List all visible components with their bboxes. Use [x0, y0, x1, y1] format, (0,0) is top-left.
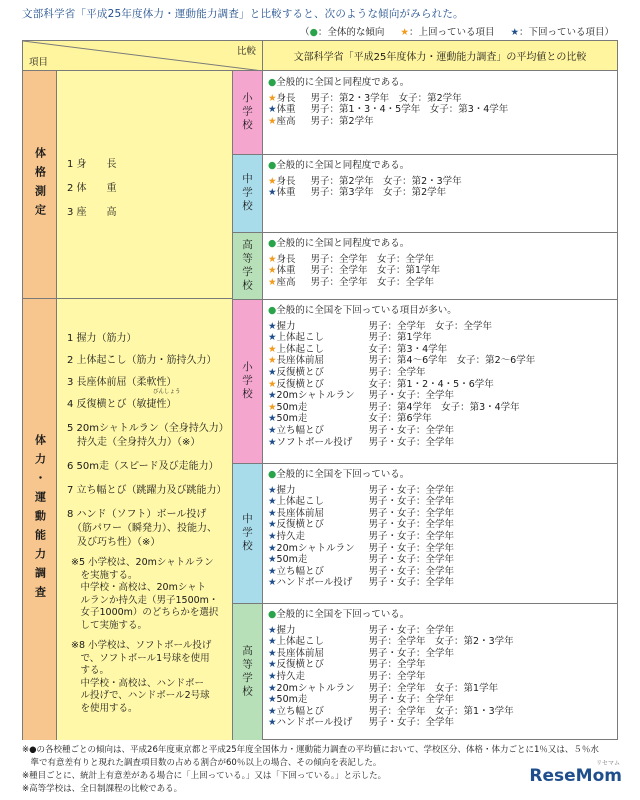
orange-star-icon: ★: [268, 175, 277, 187]
footnote: ※高等学校は、全日制課程の比較である。: [22, 784, 183, 794]
level-high-school: 高等学校: [233, 603, 263, 740]
orange-star-icon: ★: [268, 92, 277, 104]
test-name: 20mシャトルラン: [276, 390, 355, 402]
fitness-item: 8 ハンド（ソフト）ボール投げ: [67, 509, 207, 520]
footnote: 準で有意差有りと現れた調査項目数の占める割合が60％以上の場合、その傾向を表記した。: [22, 758, 382, 768]
item-notes: ※5 小学校は、20mシャトルラン を実施する。 中学校・高校は、20mシャト ルランか持久走（男子1500m・ 女子1000m）のどちらかを選択 して実施する。 ※8 小学校は、ソフトボール投げ で、ソフトボール1号球を使用 する。 中学校・高校は、ハンドボー ル投げで、ハンドボール2号球 を使用する。: [71, 557, 219, 714]
blue-star-icon: ★: [268, 187, 277, 199]
grade-text: 男子・女子：全学年: [368, 484, 455, 496]
grade-text: 男子・女子：全学年: [368, 647, 455, 659]
level-elementary: 小学校: [233, 299, 263, 463]
blue-star-icon: ★: [268, 636, 277, 648]
blue-star-icon: ★: [268, 496, 277, 508]
orange-star-icon: ★: [268, 265, 277, 277]
test-name: 身長: [276, 253, 296, 265]
footnote: ※種目ごとに、統計上有意差がある場合に「上回っている。」又は「下回っている。」と示した。: [22, 771, 387, 781]
orange-star-icon: ★: [268, 253, 277, 265]
comparison-table: [22, 40, 618, 740]
result-row: [268, 717, 611, 729]
result-row: [268, 104, 611, 116]
result-cell: [263, 154, 617, 232]
body-items: [57, 71, 233, 299]
orange-star-icon: ★: [268, 276, 277, 288]
grade-text: 男子・女子：全学年: [368, 424, 455, 436]
grade-text: 男子：全学年: [368, 659, 426, 671]
fitness-item: 2 上体起こし（筋力・筋持久力）: [67, 355, 217, 366]
test-name: 立ち幅とび: [276, 705, 325, 717]
blue-star-icon: ★: [268, 332, 277, 344]
level-high-school: 高等学校: [233, 232, 263, 299]
test-name: 反復横とび: [276, 378, 325, 390]
test-name: 体重: [276, 265, 296, 277]
grade-text: 男子・女子：全学年: [368, 519, 455, 531]
header-comparison: 文部科学省「平成25年度体力・運動能力調査」の平均値との比較: [263, 41, 617, 71]
test-name: 反復横とび: [276, 519, 325, 531]
body-item: 1 身 長: [67, 159, 117, 170]
grade-text: 男子・女子：全学年: [368, 717, 455, 729]
grade-text: 女子：第6学年: [368, 413, 432, 425]
test-name: 立ち幅とび: [276, 565, 325, 577]
result-row: [268, 577, 611, 589]
legend-green-text: ：全体的な傾向: [317, 27, 385, 38]
result-row: [268, 706, 611, 718]
test-name: 握力: [276, 484, 296, 496]
summary-text: ●全般的に全国を下回っている。: [268, 609, 410, 620]
grade-text: 男子：全学年 女子：第1学年: [310, 265, 441, 277]
result-row: [268, 508, 611, 520]
grade-text: 男子：第4〜6学年 女子：第2〜6学年: [368, 355, 536, 367]
result-row: [268, 648, 611, 660]
fitness-item: 4 反復横とび（敏捷性）: [67, 399, 177, 410]
blue-star-icon: ★: [268, 682, 277, 694]
result-row: [268, 413, 611, 425]
result-cell: [263, 299, 617, 463]
result-row: [268, 344, 611, 356]
result-row: [268, 543, 611, 555]
green-dot-icon: ●: [268, 160, 277, 171]
fitness-item: 1 握力（筋力）: [67, 333, 137, 344]
grade-text: 男子：全学年 女子：全学年: [310, 253, 435, 265]
legend-blue-text: ：下回っている項目）: [518, 27, 614, 38]
grade-text: 男子・女子：全学年: [368, 507, 455, 519]
result-row: [268, 176, 611, 188]
test-name: 身長: [276, 92, 296, 104]
test-name: 立ち幅とび: [276, 424, 325, 436]
result-row: [268, 321, 611, 333]
blue-star-icon: ★: [268, 519, 277, 531]
result-row: [268, 116, 611, 128]
summary-text: ●全般的に全国を下回っている項目が多い。: [268, 305, 457, 316]
test-name: 握力: [276, 624, 296, 636]
grade-text: 男子・女子：全学年: [368, 554, 455, 566]
fitness-item: 及び巧ち性）（※）: [67, 537, 161, 548]
summary-text: ●全般的に全国と同程度である。: [268, 238, 410, 249]
blue-star-icon: ★: [268, 694, 277, 706]
test-name: 50m走: [276, 694, 308, 706]
result-cell: [263, 232, 617, 299]
blue-star-icon: ★: [268, 647, 277, 659]
test-name: 長座体前屈: [276, 355, 325, 367]
grade-text: 男子・女子：全学年: [368, 624, 455, 636]
category-fitness: 体力・運動能力調査: [23, 299, 57, 740]
test-name: 50m走: [276, 401, 308, 413]
fitness-item: 5 20mシャトルラン（全身持久力）: [67, 423, 229, 434]
test-name: 座高: [276, 115, 296, 127]
test-name: 上体起こし: [276, 343, 325, 355]
grade-text: 男子：全学年 女子：第1・3学年: [368, 705, 514, 717]
result-row: [268, 187, 611, 199]
blue-star-icon: ★: [268, 530, 277, 542]
test-name: ハンドボール投げ: [276, 577, 353, 589]
blue-star-icon: ★: [268, 390, 277, 402]
test-name: 上体起こし: [276, 496, 325, 508]
result-row: [268, 671, 611, 683]
blue-star-icon: ★: [268, 554, 277, 566]
test-name: 反復横とび: [276, 659, 325, 671]
legend-blue-mark: ★: [510, 27, 519, 38]
fitness-items: [57, 299, 233, 740]
test-name: 長座体前屈: [276, 507, 325, 519]
test-name: 反復横とび: [276, 366, 325, 378]
furigana: びんしょう: [153, 389, 181, 395]
summary-text: ●全般的に全国と同程度である。: [268, 77, 410, 88]
resemom-logo: ReseMom リセマム: [529, 760, 622, 786]
header-corner: [23, 41, 263, 71]
result-row: [268, 496, 611, 508]
result-cell: [263, 603, 617, 740]
grade-text: 男子：第1学年: [368, 332, 432, 344]
green-dot-icon: ●: [268, 609, 277, 620]
result-row: [268, 485, 611, 497]
orange-star-icon: ★: [268, 401, 277, 413]
green-dot-icon: ●: [268, 305, 277, 316]
body-item: 2 体 重: [67, 183, 117, 194]
level-elementary: 小学校: [233, 71, 263, 154]
test-name: 握力: [276, 320, 296, 332]
test-name: 上体起こし: [276, 636, 325, 648]
result-row: [268, 379, 611, 391]
blue-star-icon: ★: [268, 565, 277, 577]
test-name: 20mシャトルラン: [276, 542, 355, 554]
blue-star-icon: ★: [268, 705, 277, 717]
blue-star-icon: ★: [268, 507, 277, 519]
orange-star-icon: ★: [268, 355, 277, 367]
test-name: 50m走: [276, 554, 308, 566]
orange-star-icon: ★: [268, 115, 277, 127]
grade-text: 男子・女子：全学年: [368, 694, 455, 706]
result-row: [268, 367, 611, 379]
result-row: [268, 659, 611, 671]
level-junior-high: 中学校: [233, 154, 263, 232]
header-hikaku: 比較: [236, 46, 256, 57]
result-row: [268, 390, 611, 402]
grade-text: 男子：第3学年 女子：第2学年: [310, 187, 447, 199]
result-row: [268, 554, 611, 566]
result-row: [268, 694, 611, 706]
grade-text: 女子：第1・2・4・5・6学年: [368, 378, 494, 390]
grade-text: 男子：全学年 女子：第1学年: [368, 682, 499, 694]
orange-star-icon: ★: [268, 343, 277, 355]
green-dot-icon: ●: [268, 77, 277, 88]
header-komoku: 項目: [29, 57, 49, 68]
grade-text: 男子・女子：全学年: [368, 565, 455, 577]
blue-star-icon: ★: [268, 659, 277, 671]
test-name: 20mシャトルラン: [276, 682, 355, 694]
green-dot-icon: ●: [268, 238, 277, 249]
blue-star-icon: ★: [268, 542, 277, 554]
blue-star-icon: ★: [268, 320, 277, 332]
result-row: [268, 636, 611, 648]
blue-star-icon: ★: [268, 104, 277, 116]
legend-orange-text: ：上回っている項目: [408, 27, 495, 38]
grade-text: 男子：第2・3学年 女子：第2学年: [310, 92, 462, 104]
grade-text: 男子：全学年 女子：第2・3学年: [368, 636, 514, 648]
level-junior-high: 中学校: [233, 463, 263, 603]
grade-text: 男子・女子：全学年: [368, 542, 455, 554]
legend-orange-mark: ★: [400, 27, 409, 38]
diagonal-line: [23, 41, 263, 71]
blue-star-icon: ★: [268, 717, 277, 729]
legend: （●：全体的な傾向 ★：上回っている項目 ★：下回っている項目）: [300, 27, 614, 38]
grade-text: 男子：全学年 女子：全学年: [368, 320, 493, 332]
summary-text: ●全般的に全国と同程度である。: [268, 160, 410, 171]
result-row: [268, 402, 611, 414]
result-row: [268, 531, 611, 543]
grade-text: 男子：第1・3・4・5学年 女子：第3・4学年: [310, 104, 509, 116]
summary-text: ●全般的に全国を下回っている。: [268, 469, 410, 480]
result-row: [268, 254, 611, 266]
result-cell: [263, 463, 617, 603]
test-name: 身長: [276, 175, 296, 187]
test-name: 持久走: [276, 670, 306, 682]
grade-text: 男子：第2学年: [310, 115, 374, 127]
page-headline: 文部科学省「平成25年度体力・運動能力調査」と比較すると、次のような傾向がみられた。: [22, 8, 464, 20]
test-name: 持久走: [276, 530, 306, 542]
grade-text: 男子：第4学年 女子：第3・4学年: [368, 401, 520, 413]
test-name: ソフトボール投げ: [276, 436, 353, 448]
fitness-item: 持久走（全身持久力）（※）: [67, 437, 201, 448]
result-row: [268, 265, 611, 277]
green-dot-icon: ●: [268, 469, 277, 480]
result-row: [268, 332, 611, 344]
result-row: [268, 437, 611, 449]
result-cell: [263, 71, 617, 154]
fitness-item: 7 立ち幅とび（跳躍力及び跳能力）: [67, 485, 227, 496]
grade-text: 男子・女子：全学年: [368, 436, 455, 448]
result-row: [268, 683, 611, 695]
test-name: ハンドボール投げ: [276, 717, 353, 729]
grade-text: 男子・女子：全学年: [368, 390, 455, 402]
test-name: 上体起こし: [276, 332, 325, 344]
blue-star-icon: ★: [268, 484, 277, 496]
test-name: 50m走: [276, 413, 308, 425]
blue-star-icon: ★: [268, 577, 277, 589]
grade-text: 男子・女子：全学年: [368, 577, 455, 589]
blue-star-icon: ★: [268, 436, 277, 448]
grade-text: 男子・女子：全学年: [368, 530, 455, 542]
body-item: 3 座 高: [67, 207, 117, 218]
grade-text: 男子：全学年: [368, 366, 426, 378]
fitness-item: 3 長座体前屈（柔軟性）: [67, 377, 177, 388]
category-body: 体格測定: [23, 71, 57, 299]
fitness-item: （筋パワー（瞬発力）、投能力、: [67, 523, 217, 534]
blue-star-icon: ★: [268, 624, 277, 636]
result-row: [268, 93, 611, 105]
blue-star-icon: ★: [268, 424, 277, 436]
fitness-item: 6 50m走（スピード及び走能力）: [67, 461, 219, 472]
legend-green-mark: ●: [309, 27, 318, 38]
test-name: 長座体前屈: [276, 647, 325, 659]
result-row: [268, 355, 611, 367]
result-row: [268, 277, 611, 289]
result-row: [268, 425, 611, 437]
footnote: ※●の各校種ごとの傾向は、平成26年度東京都と平成25年度全国体力・運動能力調査の平均値において、学校区分、体格・体力ごとに1％又は、５％水: [22, 745, 599, 755]
grade-text: 男子：全学年 女子：全学年: [310, 276, 435, 288]
result-row: [268, 519, 611, 531]
blue-star-icon: ★: [268, 413, 277, 425]
grade-text: 男子：全学年: [368, 670, 426, 682]
orange-star-icon: ★: [268, 378, 277, 390]
test-name: 体重: [276, 187, 296, 199]
blue-star-icon: ★: [268, 366, 277, 378]
result-row: [268, 566, 611, 578]
result-row: [268, 625, 611, 637]
grade-text: 女子：第3・4学年: [368, 343, 448, 355]
test-name: 体重: [276, 104, 296, 116]
blue-star-icon: ★: [268, 670, 277, 682]
grade-text: 男子・女子：全学年: [368, 496, 455, 508]
test-name: 座高: [276, 276, 296, 288]
grade-text: 男子：第2学年 女子：第2・3学年: [310, 175, 462, 187]
